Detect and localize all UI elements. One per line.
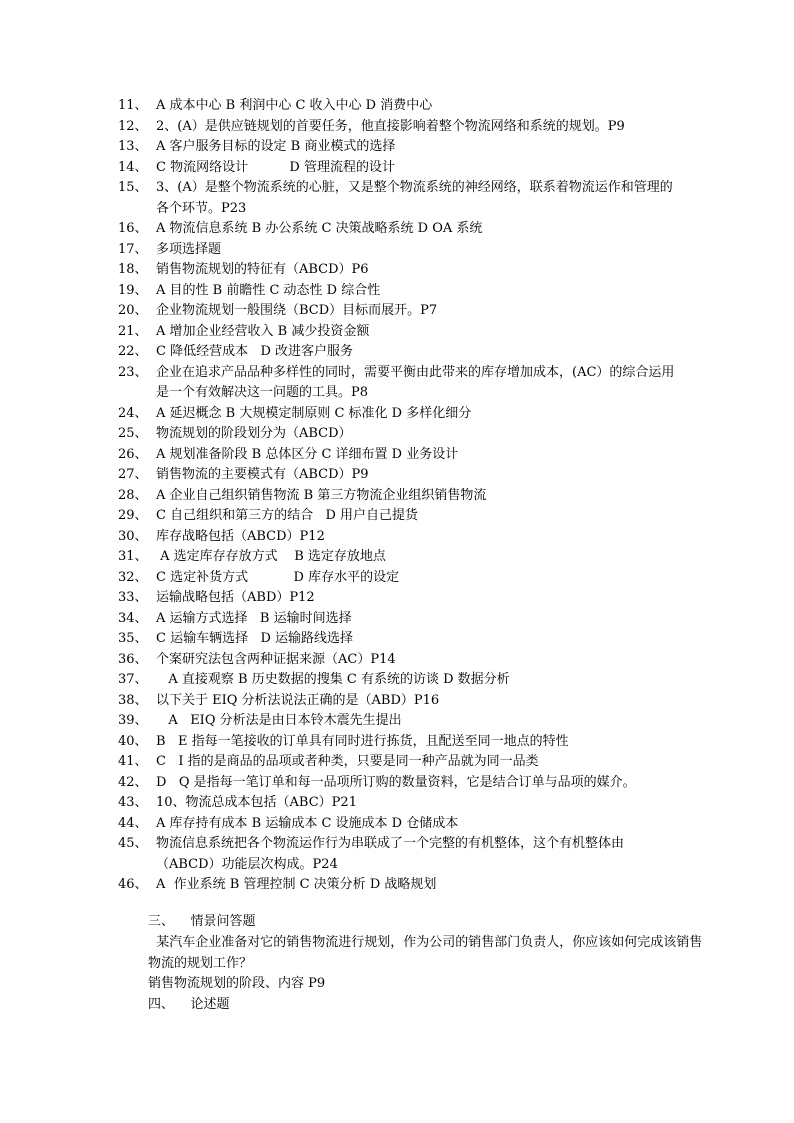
item-text: A 直接观察 B 历史数据的搜集 C 有系统的访谈 D 数据分析: [156, 672, 510, 687]
item-number: 27、: [118, 467, 148, 482]
list-item: [118, 732, 678, 753]
item-number: 17、: [118, 241, 148, 257]
list-item: [118, 588, 678, 609]
item-text: A 规划准备阶段 B 总体区分 C 详细布置 D 业务设计: [156, 446, 459, 462]
item-text: A 增加企业经营收入 B 减少投资金额: [156, 323, 370, 339]
item-text: 3、(A）是整个物流系统的心脏，又是整个物流系统的神经网络，联系着物流运作和管理的各个环节。P23: [156, 180, 673, 216]
item-number: 12、: [118, 118, 148, 134]
list-item: [118, 240, 678, 261]
list-item: [118, 137, 678, 158]
item-text: C 物流网络设计 D 管理流程的设计: [156, 159, 395, 175]
list-item: [118, 219, 678, 240]
section-four-heading: 四、 论述题: [148, 997, 230, 1012]
list-item: [118, 301, 678, 322]
item-text: A 成本中心 B 利润中心 C 收入中心 D 消费中心: [156, 98, 433, 113]
item-number: 45、: [118, 836, 148, 851]
item-number: 30、: [118, 528, 148, 544]
item-text: D Q 是指每一笔订单和每一品项所订购的数量资料，它是结合订单与品项的媒介。: [156, 774, 636, 790]
list-item: [118, 465, 678, 486]
item-number: 20、: [118, 303, 148, 318]
item-text: A 运输方式选择 B 运输时间选择: [156, 610, 352, 626]
list-item: [118, 281, 678, 302]
item-text: 销售物流的主要模式有（ABCD）P9: [156, 467, 369, 482]
item-text: 销售物流规划的特征有（ABCD）P6: [156, 262, 369, 277]
list-item: [118, 834, 678, 875]
item-text: C 选定补货方式 D 库存水平的设定: [156, 569, 400, 585]
item-number: 23、: [118, 364, 148, 380]
item-number: 40、: [118, 733, 148, 749]
list-item: [118, 609, 678, 630]
item-text: 物流规划的阶段划分为（ABCD）: [156, 426, 352, 441]
list-item: [118, 629, 678, 650]
item-text: 物流信息系统把各个物流运作行为串联成了一个完整的有机整体，这个有机整体由（ABCD）功能层次构成。P24: [156, 836, 625, 872]
item-number: 21、: [118, 323, 148, 339]
item-number: 24、: [118, 405, 148, 421]
item-number: 15、: [118, 180, 148, 195]
item-text: A 库存持有成本 B 运输成本 C 设施成本 D 仓储成本: [156, 815, 459, 831]
list-item: [118, 342, 678, 363]
item-number: 42、: [118, 774, 148, 790]
item-number: 29、: [118, 508, 148, 523]
item-number: 44、: [118, 815, 148, 831]
list-item: [118, 691, 678, 712]
item-number: 36、: [118, 651, 148, 667]
item-text: C I 指的是商品的品项或者种类，只要是同一种产品就为同一品类: [156, 754, 539, 769]
list-item: [118, 670, 678, 691]
item-number: 43、: [118, 795, 148, 810]
item-number: 26、: [118, 446, 148, 462]
item-text: 企业在追求产品品种多样性的同时，需要平衡由此带来的库存增加成本，(AC）的综合运用是一个有效解决这一问题的工具。P8: [156, 364, 675, 400]
item-number: 37、: [118, 672, 148, 687]
item-text: 10、物流总成本包括（ABC）P21: [156, 795, 357, 810]
item-text: C 运输车辆选择 D 运输路线选择: [156, 631, 354, 646]
item-number: 33、: [118, 590, 148, 605]
item-number: 19、: [118, 282, 148, 298]
item-number: 11、: [118, 98, 148, 113]
list-item: [118, 260, 678, 281]
item-text: 个案研究法包含两种证据来源（AC）P14: [156, 651, 396, 667]
item-number: 28、: [118, 487, 148, 503]
item-number: 41、: [118, 754, 148, 769]
question-list: [118, 96, 678, 896]
item-number: 39、: [118, 713, 148, 728]
list-item: [118, 158, 678, 179]
item-text: C 自己组织和第三方的结合 D 用户自己提货: [156, 508, 419, 523]
list-item: [118, 793, 678, 814]
list-item: [118, 178, 678, 219]
item-number: 22、: [118, 344, 148, 359]
list-item: [118, 96, 678, 117]
list-item: [118, 117, 678, 138]
list-item: [118, 814, 678, 835]
list-item: [118, 650, 678, 671]
item-text: 多项选择题: [156, 241, 222, 257]
list-item: [118, 711, 678, 732]
list-item: [118, 773, 678, 794]
item-text: A 选定库存存放方式 B 选定存放地点: [156, 549, 386, 564]
list-item: [118, 547, 678, 568]
item-text: A 客户服务目标的设定 B 商业模式的选择: [156, 139, 396, 154]
item-text: A 企业自己组织销售物流 B 第三方物流企业组织销售物流: [156, 487, 487, 503]
list-item: [118, 445, 678, 466]
item-text: B E 指每一笔接收的订单具有同时进行拣货，且配送至同一地点的特性: [156, 733, 569, 749]
item-text: A 目的性 B 前瞻性 C 动态性 D 综合性: [156, 282, 381, 298]
item-number: 32、: [118, 569, 148, 585]
item-number: 18、: [118, 262, 148, 277]
item-number: 38、: [118, 692, 148, 708]
item-number: 31、: [118, 549, 148, 564]
item-text: 以下关于 EIQ 分析法说法正确的是（ABD）P16: [156, 692, 440, 708]
list-item: [118, 527, 678, 548]
item-text: 运输战略包括（ABD）P12: [156, 590, 315, 605]
item-text: 2、(A）是供应链规划的首要任务，他直接影响着整个物流网络和系统的规划。P9: [156, 118, 625, 134]
list-item: [118, 404, 678, 425]
item-text: A 物流信息系统 B 办公系统 C 决策战略系统 D OA 系统: [156, 221, 483, 236]
item-text: A 延迟概念 B 大规模定制原则 C 标准化 D 多样化细分: [156, 405, 472, 421]
item-text: C 降低经营成本 D 改进客户服务: [156, 344, 354, 359]
list-item: [118, 875, 678, 896]
item-number: 35、: [118, 631, 148, 646]
scenario-answer: 销售物流规划的阶段、内容 P9: [148, 976, 326, 991]
list-item: [118, 486, 678, 507]
item-number: 46、: [118, 877, 148, 892]
section-three-heading: 三、 情景问答题: [148, 914, 256, 929]
scenario-question: 某汽车企业准备对它的销售物流进行规划，作为公司的销售部门负责人，你应该如何完成该销售物流的规划工作？: [148, 935, 703, 971]
item-number: 14、: [118, 159, 148, 175]
item-text: A EIQ 分析法是由日本铃木震先生提出: [156, 713, 402, 728]
item-number: 13、: [118, 139, 148, 154]
list-item: [118, 568, 678, 589]
item-text: 库存战略包括（ABCD）P12: [156, 528, 325, 544]
item-number: 16、: [118, 221, 148, 236]
list-item: [118, 424, 678, 445]
item-text: 企业物流规划一般围绕（BCD）目标而展开。P7: [156, 303, 438, 318]
list-item: [118, 322, 678, 343]
item-number: 25、: [118, 426, 148, 441]
list-item: [118, 506, 678, 527]
list-item: [118, 752, 678, 773]
list-item: [118, 363, 678, 404]
item-text: A 作业系统 B 管理控制 C 决策分析 D 战略规划: [156, 877, 437, 892]
item-number: 34、: [118, 610, 148, 626]
